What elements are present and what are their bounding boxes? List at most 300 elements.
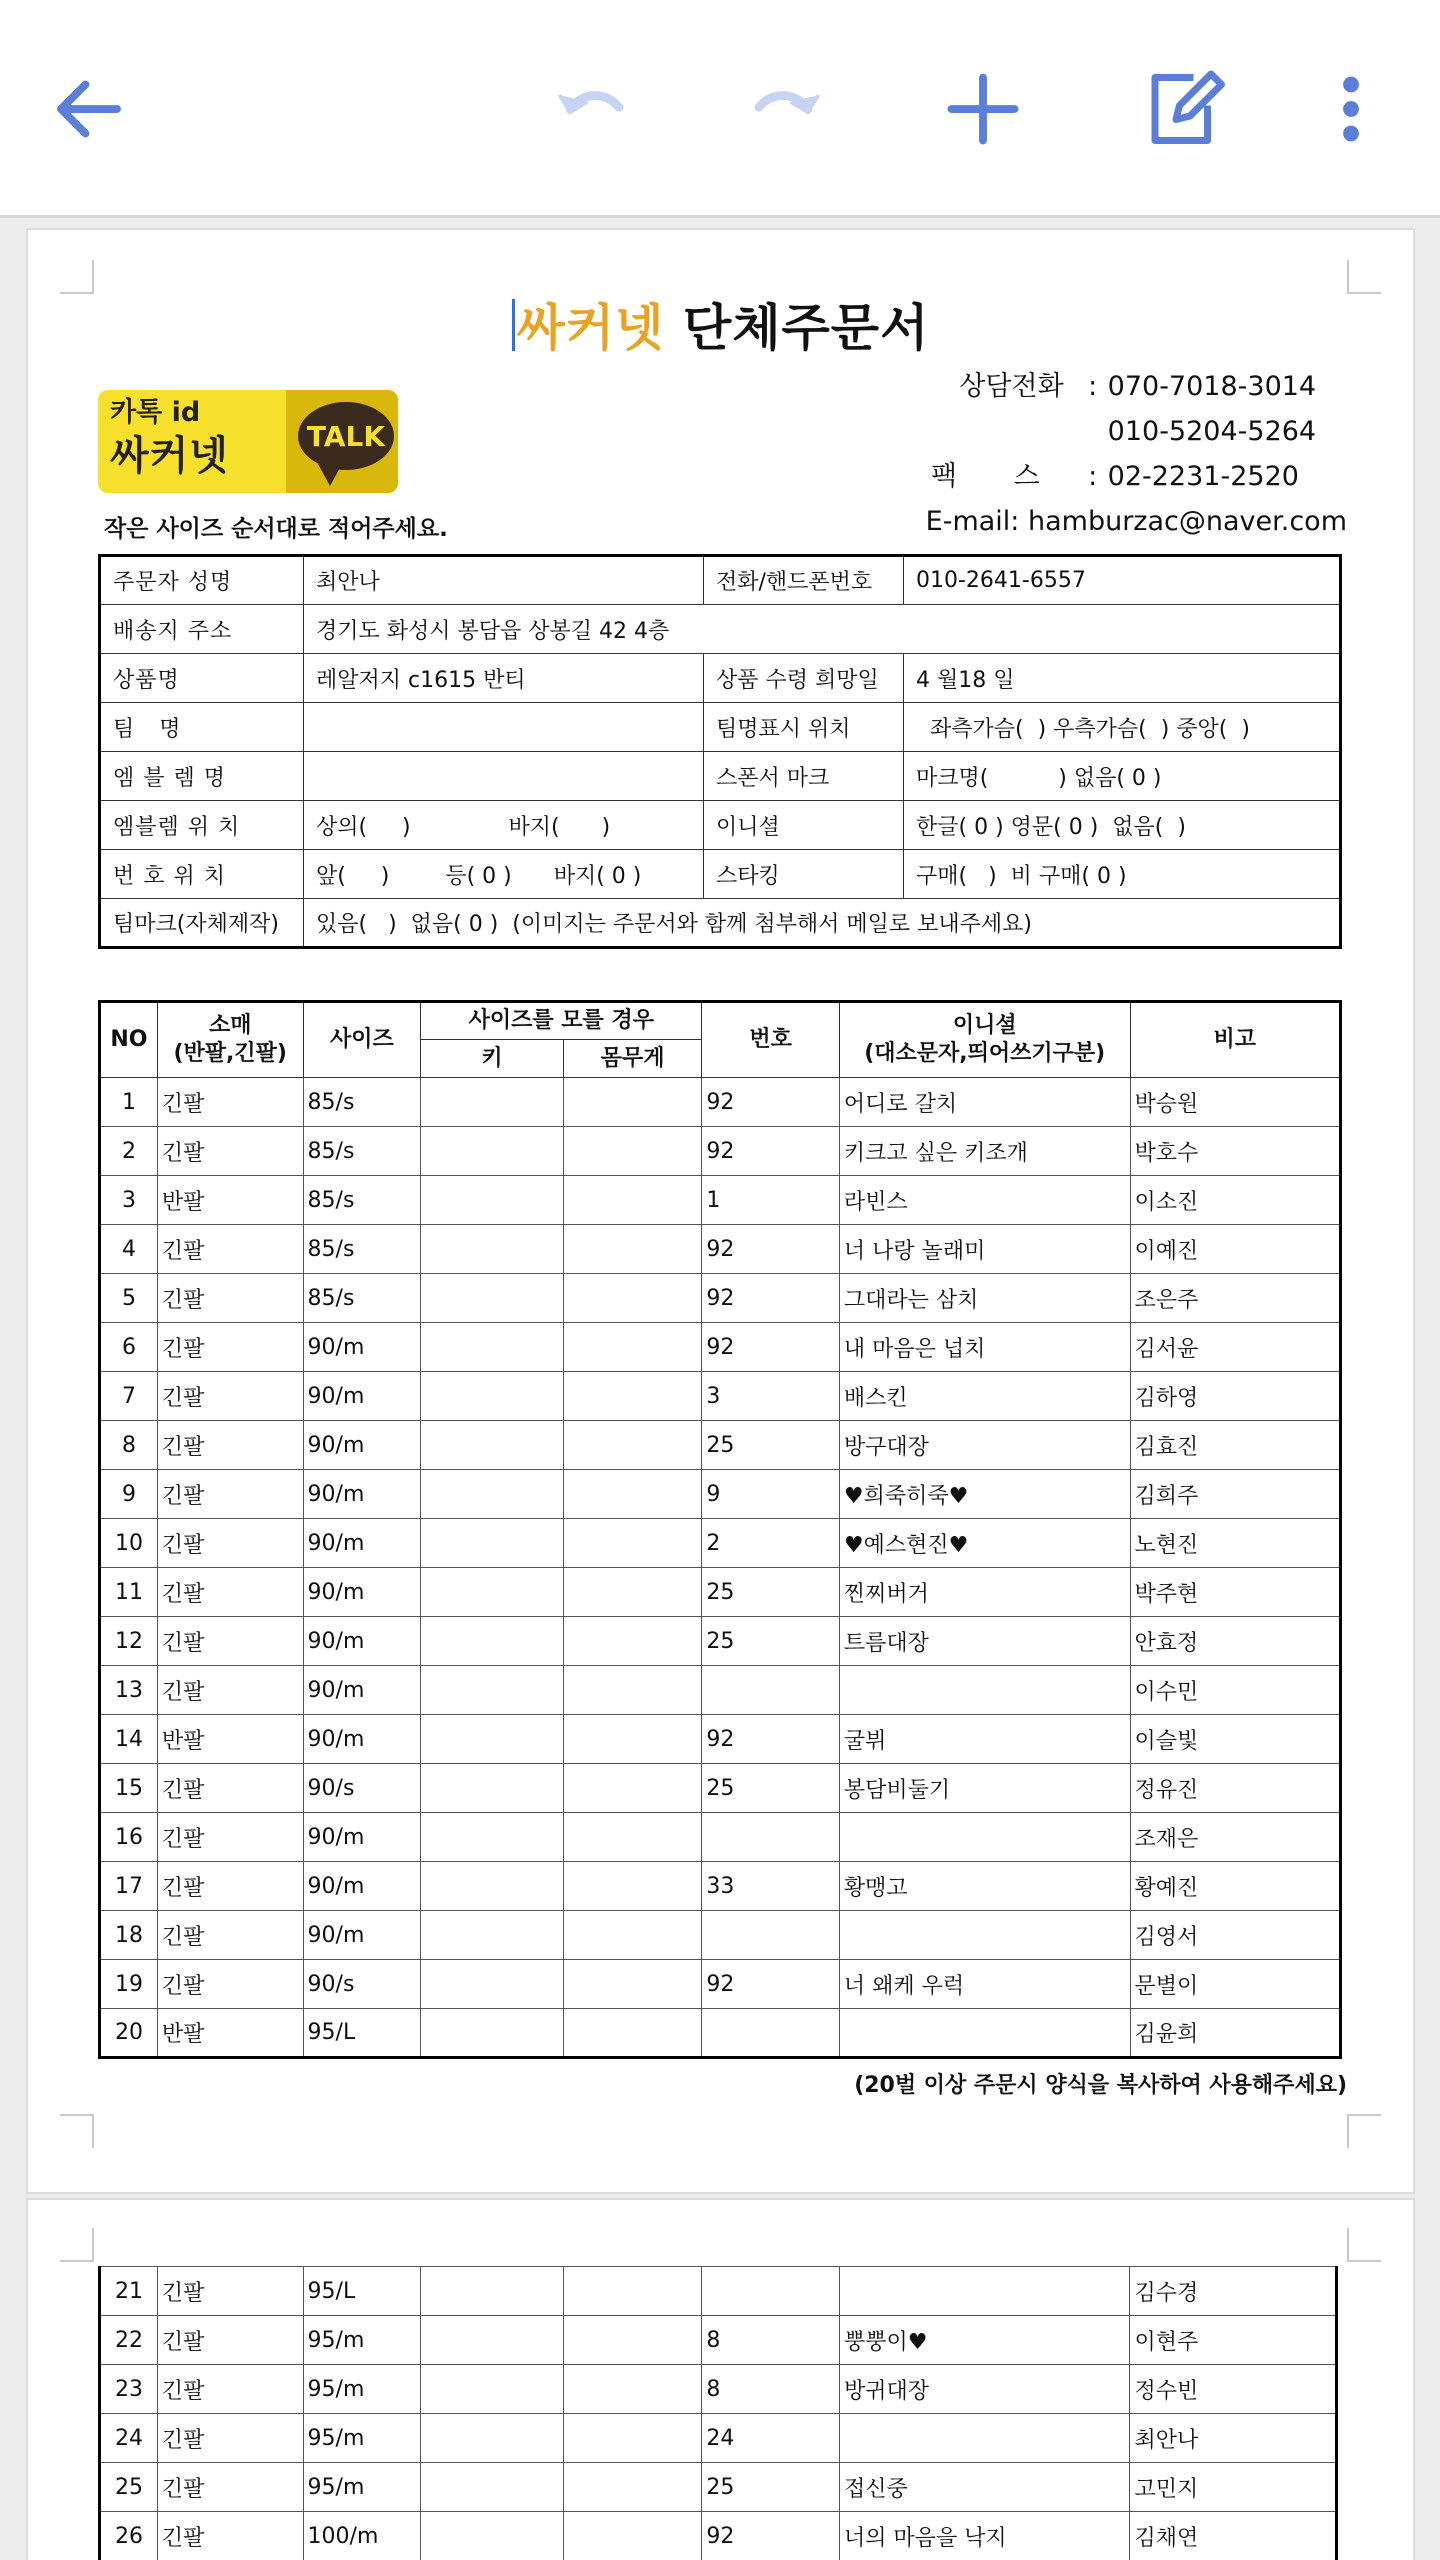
cell-size[interactable]: 90/s [303,1764,421,1813]
copy-form-note: (20벌 이상 주문시 양식을 복사하여 사용해주세요) [854,2073,1347,2098]
cell-size[interactable]: 90/m [303,1323,421,1372]
cell-sleeve[interactable]: 긴팔 [157,1323,303,1372]
cell-initial[interactable]: 방귀대장 [839,2365,1130,2414]
table-row [100,1911,1341,1960]
edit-button[interactable] [1128,54,1238,164]
document-page-2 [26,2198,1415,2560]
cell-remark[interactable]: 안효정 [1130,1617,1341,1666]
cell-no[interactable]: 17 [100,1862,158,1911]
info-row [100,556,1341,605]
cell-remark[interactable]: 조은주 [1130,1274,1341,1323]
cell-w[interactable] [563,1764,702,1813]
cell-remark[interactable]: 문별이 [1130,1960,1341,2009]
cell-initial[interactable] [839,2267,1130,2316]
cell-no[interactable]: 20 [100,2009,158,2058]
col-header-remark: 비고 [1130,1002,1341,1078]
info-value[interactable]: 있음( ) 없음( 0 ) (이미지는 주문서와 함께 첨부해서 메일로 보내주세요) [304,899,1341,948]
cell-h[interactable] [421,2267,563,2316]
cell-remark[interactable]: 이예진 [1130,1225,1341,1274]
cell-w[interactable] [563,1274,702,1323]
table-row [100,1862,1341,1911]
cell-num[interactable]: 24 [702,2414,840,2463]
cell-w[interactable] [563,2512,701,2560]
cell-h[interactable] [421,1078,564,1127]
cell-initial[interactable]: 키크고 싶은 키조개 [839,1127,1130,1176]
info-value[interactable]: 마크명( ) 없음( 0 ) [904,752,1341,801]
info-value[interactable]: 010-2641-6557 [904,556,1341,605]
cell-no[interactable]: 8 [100,1421,158,1470]
edit-icon [1141,67,1225,151]
cell-initial[interactable]: 황맹고 [839,1862,1130,1911]
table-row [100,1421,1341,1470]
cell-no[interactable]: 19 [100,1960,158,2009]
cell-w[interactable] [563,1470,702,1519]
cell-no[interactable]: 6 [100,1323,158,1372]
title-text: 단체주문서 [682,299,930,357]
cell-h[interactable] [421,1372,564,1421]
cell-sleeve[interactable]: 긴팔 [157,2267,303,2316]
info-label: 스폰서 마크 [704,752,904,801]
cell-initial[interactable]: 방구대장 [839,1421,1130,1470]
cell-initial[interactable]: 너 왜케 우럭 [839,1960,1130,2009]
cell-remark[interactable]: 박호수 [1130,1127,1341,1176]
info-value[interactable]: 앞( ) 등( 0 ) 바지( 0 ) [304,850,704,899]
table-row [100,1960,1341,2009]
cell-remark[interactable]: 노현진 [1130,1519,1341,1568]
cell-initial[interactable]: ♥희죽히죽♥ [839,1470,1130,1519]
cell-num[interactable]: 2 [702,1519,840,1568]
cell-w[interactable] [563,1519,702,1568]
cell-num[interactable]: 92 [702,1078,840,1127]
cell-num[interactable]: 25 [702,1617,840,1666]
col-header-initial: 이니셜 (대소문자,띄어쓰기구분) [839,1002,1130,1078]
add-button[interactable] [928,54,1038,164]
cell-initial[interactable]: 어디로 갈치 [839,1078,1130,1127]
cell-size[interactable]: 90/m [303,1911,421,1960]
cell-initial[interactable]: 트름대장 [839,1617,1130,1666]
cell-no[interactable]: 1 [100,1078,158,1127]
col-header-no: NO [100,1002,158,1078]
cell-no[interactable]: 21 [100,2267,158,2316]
page-margin-mark [60,2228,94,2262]
info-label: 번 호 위 치 [100,850,304,899]
cell-sleeve[interactable]: 긴팔 [157,1764,303,1813]
info-label: 팀마크(자체제작) [100,899,304,948]
cell-size[interactable]: 90/m [303,1519,421,1568]
info-value[interactable]: 최안나 [304,556,704,605]
cell-num[interactable]: 9 [702,1470,840,1519]
info-row [100,703,1341,752]
cell-remark[interactable]: 정수빈 [1130,2365,1337,2414]
cell-size[interactable]: 85/s [303,1078,421,1127]
cell-remark[interactable]: 이슬빛 [1130,1715,1341,1764]
cell-h[interactable] [421,2414,563,2463]
cell-sleeve[interactable]: 긴팔 [157,1519,303,1568]
cell-w[interactable] [563,2267,701,2316]
cell-no[interactable]: 12 [100,1617,158,1666]
cell-num[interactable]: 92 [702,1715,840,1764]
back-button[interactable] [34,54,144,164]
cell-no[interactable]: 10 [100,1519,158,1568]
cell-remark[interactable]: 박승원 [1130,1078,1341,1127]
cell-w[interactable] [563,1127,702,1176]
info-label: 엠블렘 위 치 [100,801,304,850]
cell-sleeve[interactable]: 긴팔 [157,2414,303,2463]
cell-num[interactable]: 25 [702,1764,840,1813]
cell-initial[interactable] [839,2009,1130,2058]
email-address: hamburzac@naver.com [1028,506,1347,537]
cell-num[interactable]: 25 [702,2463,840,2512]
cell-no[interactable]: 4 [100,1225,158,1274]
cell-h[interactable] [421,1862,564,1911]
col-header-height: 키 [421,1040,564,1078]
more-vert-icon [1309,67,1393,151]
cell-no[interactable]: 15 [100,1764,158,1813]
cell-size[interactable]: 90/s [303,1960,421,2009]
order-table [98,1000,1342,2059]
cell-remark[interactable]: 이수민 [1130,1666,1341,1715]
table-row [100,1764,1341,1813]
cell-remark[interactable]: 이현주 [1130,2316,1337,2365]
cell-size[interactable]: 90/m [303,1421,421,1470]
cell-num[interactable]: 92 [702,1323,840,1372]
cell-size[interactable]: 95/L [303,2267,421,2316]
cell-no[interactable]: 14 [100,1715,158,1764]
email-label: E-mail: [925,506,1020,537]
cell-remark[interactable]: 김수경 [1130,2267,1337,2316]
cell-remark[interactable]: 김채연 [1130,2512,1337,2560]
cell-num[interactable]: 92 [702,1274,840,1323]
cell-h[interactable] [421,1421,564,1470]
table-row [100,2463,1337,2512]
cell-sleeve[interactable]: 긴팔 [157,1911,303,1960]
cell-size[interactable]: 90/m [303,1862,421,1911]
cell-w[interactable] [563,1323,702,1372]
cell-h[interactable] [421,1568,564,1617]
cell-num[interactable]: 92 [702,1127,840,1176]
table-row [100,1372,1341,1421]
cell-h[interactable] [421,1617,564,1666]
info-value[interactable]: 4 월18 일 [904,654,1341,703]
table-row [100,2267,1337,2316]
cell-h[interactable] [421,1470,564,1519]
cell-h[interactable] [421,1323,564,1372]
logo-name-text: 싸커넷 [110,433,229,479]
cell-remark[interactable]: 이소진 [1130,1176,1341,1225]
cell-no[interactable]: 2 [100,1127,158,1176]
table-row [100,1127,1341,1176]
cell-w[interactable] [563,1862,702,1911]
cell-remark[interactable]: 김희주 [1130,1470,1341,1519]
cell-sleeve[interactable]: 반팔 [157,2009,303,2058]
size-order-note: 작은 사이즈 순서대로 적어주세요. [104,516,448,542]
table-row [100,2512,1337,2560]
table-row [100,1666,1341,1715]
cell-h[interactable] [421,1666,564,1715]
cell-num[interactable]: 8 [702,2316,840,2365]
cell-num[interactable] [702,1813,840,1862]
logo-id-text: 카톡 id [110,397,201,428]
cell-size[interactable]: 95/m [303,2316,421,2365]
cell-remark[interactable]: 최안나 [1130,2414,1337,2463]
cell-num[interactable] [702,2009,840,2058]
cell-remark[interactable]: 김서윤 [1130,1323,1341,1372]
cell-w[interactable] [563,2365,701,2414]
table-header-row [100,1002,1341,1040]
cell-w[interactable] [563,1078,702,1127]
cell-sleeve[interactable]: 긴팔 [157,1813,303,1862]
cell-initial[interactable]: 찐찌버거 [839,1568,1130,1617]
cell-size[interactable]: 95/L [303,2009,421,2058]
cell-remark[interactable]: 김효진 [1130,1421,1341,1470]
info-row [100,605,1341,654]
cell-w[interactable] [563,2463,701,2512]
cell-num[interactable]: 33 [702,1862,840,1911]
order-info-table [98,554,1342,949]
cell-sleeve[interactable]: 긴팔 [157,1078,303,1127]
cell-remark[interactable]: 황예진 [1130,1862,1341,1911]
col-header-size: 사이즈 [303,1002,421,1078]
info-value[interactable]: 상의( ) 바지( ) [304,801,704,850]
page-margin-mark [1347,2114,1381,2148]
cell-h[interactable] [421,2512,563,2560]
cell-w[interactable] [563,1421,702,1470]
cell-h[interactable] [421,1127,564,1176]
table-row [100,2316,1337,2365]
cell-initial[interactable]: 접신중 [839,2463,1130,2512]
cell-sleeve[interactable]: 긴팔 [157,2365,303,2414]
cell-w[interactable] [563,1813,702,1862]
cell-initial[interactable]: 너의 마음을 낙지 [839,2512,1130,2560]
cell-size[interactable]: 85/s [303,1225,421,1274]
info-value[interactable]: 좌측가슴( ) 우측가슴( ) 중앙( ) [904,703,1341,752]
cell-w[interactable] [563,1911,702,1960]
more-button[interactable] [1296,54,1406,164]
cell-initial[interactable]: 봉담비둘기 [839,1764,1130,1813]
cell-num[interactable]: 92 [702,1960,840,2009]
cell-sleeve[interactable]: 긴팔 [157,1372,303,1421]
page-margin-mark [1347,2228,1381,2262]
cell-no[interactable]: 5 [100,1274,158,1323]
cell-sleeve[interactable]: 긴팔 [157,2463,303,2512]
cell-size[interactable]: 95/m [303,2414,421,2463]
cell-no[interactable]: 11 [100,1568,158,1617]
table-row [100,1176,1341,1225]
cell-size[interactable]: 90/m [303,1715,421,1764]
cell-sleeve[interactable]: 긴팔 [157,1862,303,1911]
cell-size[interactable]: 90/m [303,1568,421,1617]
cell-initial[interactable] [839,1911,1130,1960]
cell-initial[interactable]: 내 마음은 넙치 [839,1323,1130,1372]
table-row [100,1617,1341,1666]
cell-h[interactable] [421,1764,564,1813]
col-header-weight: 몸무게 [563,1040,702,1078]
info-value[interactable]: 레알저지 c1615 반티 [304,654,704,703]
info-label: 팀 명 [100,703,304,752]
cell-sleeve[interactable]: 긴팔 [157,1960,303,2009]
cell-initial[interactable] [839,1666,1130,1715]
cell-sleeve[interactable]: 긴팔 [157,2316,303,2365]
cell-initial[interactable] [839,1813,1130,1862]
cell-h[interactable] [421,1519,564,1568]
cell-no[interactable]: 23 [100,2365,158,2414]
info-value[interactable]: 구매( ) 비 구매( 0 ) [904,850,1341,899]
cell-h[interactable] [421,2316,563,2365]
redo-icon [745,67,829,151]
info-label: 배송지 주소 [100,605,304,654]
info-label: 팀명표시 위치 [704,703,904,752]
cell-size[interactable]: 85/s [303,1274,421,1323]
cell-no[interactable]: 3 [100,1176,158,1225]
cell-initial[interactable]: 너 나랑 놀래미 [839,1225,1130,1274]
cell-h[interactable] [421,1813,564,1862]
cell-h[interactable] [421,2009,564,2058]
cell-sleeve[interactable]: 반팔 [157,1176,303,1225]
cell-h[interactable] [421,2365,563,2414]
cell-sleeve[interactable]: 긴팔 [157,2512,303,2560]
table-row [100,1323,1341,1372]
fax-number: 02-2231-2520 [1107,461,1299,492]
cell-remark[interactable]: 김영서 [1130,1911,1341,1960]
cell-h[interactable] [421,1960,564,2009]
info-row [100,752,1341,801]
cell-w[interactable] [563,1372,702,1421]
cell-no[interactable]: 22 [100,2316,158,2365]
cell-h[interactable] [421,1274,564,1323]
info-value[interactable] [304,703,704,752]
col-header-sleeve: 소매 (반팔,긴팔) [157,1002,303,1078]
phone-label: 상담전화 [959,371,1064,402]
cell-w[interactable] [563,1617,702,1666]
table-row [100,1470,1341,1519]
cell-size[interactable]: 85/s [303,1176,421,1225]
cell-size[interactable]: 90/m [303,1470,421,1519]
table-row [100,1715,1341,1764]
cell-no[interactable]: 16 [100,1813,158,1862]
cell-size[interactable]: 85/s [303,1127,421,1176]
cell-no[interactable]: 24 [100,2414,158,2463]
cell-num[interactable]: 25 [702,1421,840,1470]
cell-initial[interactable] [839,2414,1130,2463]
info-label: 주문자 성명 [100,556,304,605]
cell-num[interactable]: 92 [702,2512,840,2560]
table-row [100,1078,1341,1127]
cell-initial[interactable]: 그대라는 삼치 [839,1274,1130,1323]
cell-no[interactable]: 18 [100,1911,158,1960]
cell-size[interactable]: 90/m [303,1617,421,1666]
cell-remark[interactable]: 조재은 [1130,1813,1341,1862]
cell-w[interactable] [563,2009,702,2058]
plus-icon [941,67,1025,151]
cell-sleeve[interactable]: 긴팔 [157,1225,303,1274]
cell-num[interactable]: 1 [702,1176,840,1225]
cell-h[interactable] [421,1715,564,1764]
cell-size[interactable]: 90/m [303,1372,421,1421]
redo-button[interactable] [732,54,842,164]
cell-no[interactable]: 26 [100,2512,158,2560]
undo-icon [549,67,633,151]
text-cursor [512,299,515,351]
undo-button[interactable] [536,54,646,164]
cell-w[interactable] [563,2414,701,2463]
title-brand: 싸커넷 [516,299,665,357]
cell-sleeve[interactable]: 긴팔 [157,1421,303,1470]
cell-num[interactable] [702,1911,840,1960]
fax-label: 팩 스 [930,461,1064,492]
cell-num[interactable]: 92 [702,1225,840,1274]
cell-size[interactable]: 90/m [303,1813,421,1862]
info-value[interactable] [304,752,704,801]
cell-num[interactable]: 25 [702,1568,840,1617]
cell-num[interactable]: 3 [702,1372,840,1421]
cell-w[interactable] [563,2316,701,2365]
cell-sleeve[interactable]: 긴팔 [157,1274,303,1323]
cell-no[interactable]: 13 [100,1666,158,1715]
cell-remark[interactable]: 고민지 [1130,2463,1337,2512]
col-header-unknown-size: 사이즈를 모를 경우 [421,1002,702,1040]
cell-num[interactable]: 8 [702,2365,840,2414]
cell-size[interactable]: 100/m [303,2512,421,2560]
cell-size[interactable]: 95/m [303,2463,421,2512]
contact-block: 상담전화 : 070-7018-3014 010-5204-5264 팩 스 : 02-2231-2520 E-mail: hamburzac@naver.com [928,364,1347,544]
cell-sleeve[interactable]: 긴팔 [157,1470,303,1519]
info-row [100,654,1341,703]
cell-w[interactable] [563,1960,702,2009]
cell-initial[interactable]: 뿡뿡이♥ [839,2316,1130,2365]
cell-size[interactable]: 95/m [303,2365,421,2414]
info-value[interactable]: 한글( 0 ) 영문( 0 ) 없음( ) [904,801,1341,850]
cell-initial[interactable]: 배스킨 [839,1372,1130,1421]
table-row [100,1225,1341,1274]
cell-sleeve[interactable]: 긴팔 [157,1666,303,1715]
cell-w[interactable] [563,1568,702,1617]
cell-w[interactable] [563,1666,702,1715]
cell-h[interactable] [421,1911,564,1960]
table-row [100,1568,1341,1617]
cell-remark[interactable]: 정유진 [1130,1764,1341,1813]
cell-num[interactable] [702,2267,840,2316]
cell-h[interactable] [421,1225,564,1274]
info-row [100,850,1341,899]
cell-initial[interactable]: 굴뷔 [839,1715,1130,1764]
cell-size[interactable]: 90/m [303,1666,421,1715]
cell-sleeve[interactable]: 긴팔 [157,1127,303,1176]
cell-sleeve[interactable]: 긴팔 [157,1568,303,1617]
cell-w[interactable] [563,1176,702,1225]
cell-h[interactable] [421,2463,563,2512]
cell-sleeve[interactable]: 긴팔 [157,1617,303,1666]
kakao-logo [98,390,398,493]
cell-h[interactable] [421,1176,564,1225]
info-label: 전화/핸드폰번호 [704,556,904,605]
cell-remark[interactable]: 김하영 [1130,1372,1341,1421]
cell-no[interactable]: 25 [100,2463,158,2512]
cell-w[interactable] [563,1715,702,1764]
cell-remark[interactable]: 김윤희 [1130,2009,1341,2058]
info-label: 상품 수령 희망일 [704,654,904,703]
cell-remark[interactable]: 박주현 [1130,1568,1341,1617]
document-page-1 [26,228,1415,2194]
cell-w[interactable] [563,1225,702,1274]
cell-no[interactable]: 7 [100,1372,158,1421]
cell-initial[interactable]: 라빈스 [839,1176,1130,1225]
cell-sleeve[interactable]: 반팔 [157,1715,303,1764]
info-value[interactable]: 경기도 화성시 봉담읍 상봉길 42 4층 [304,605,1341,654]
cell-num[interactable] [702,1666,840,1715]
cell-initial[interactable]: ♥예스현진♥ [839,1519,1130,1568]
cell-no[interactable]: 9 [100,1470,158,1519]
document-title[interactable] [28,288,1413,360]
